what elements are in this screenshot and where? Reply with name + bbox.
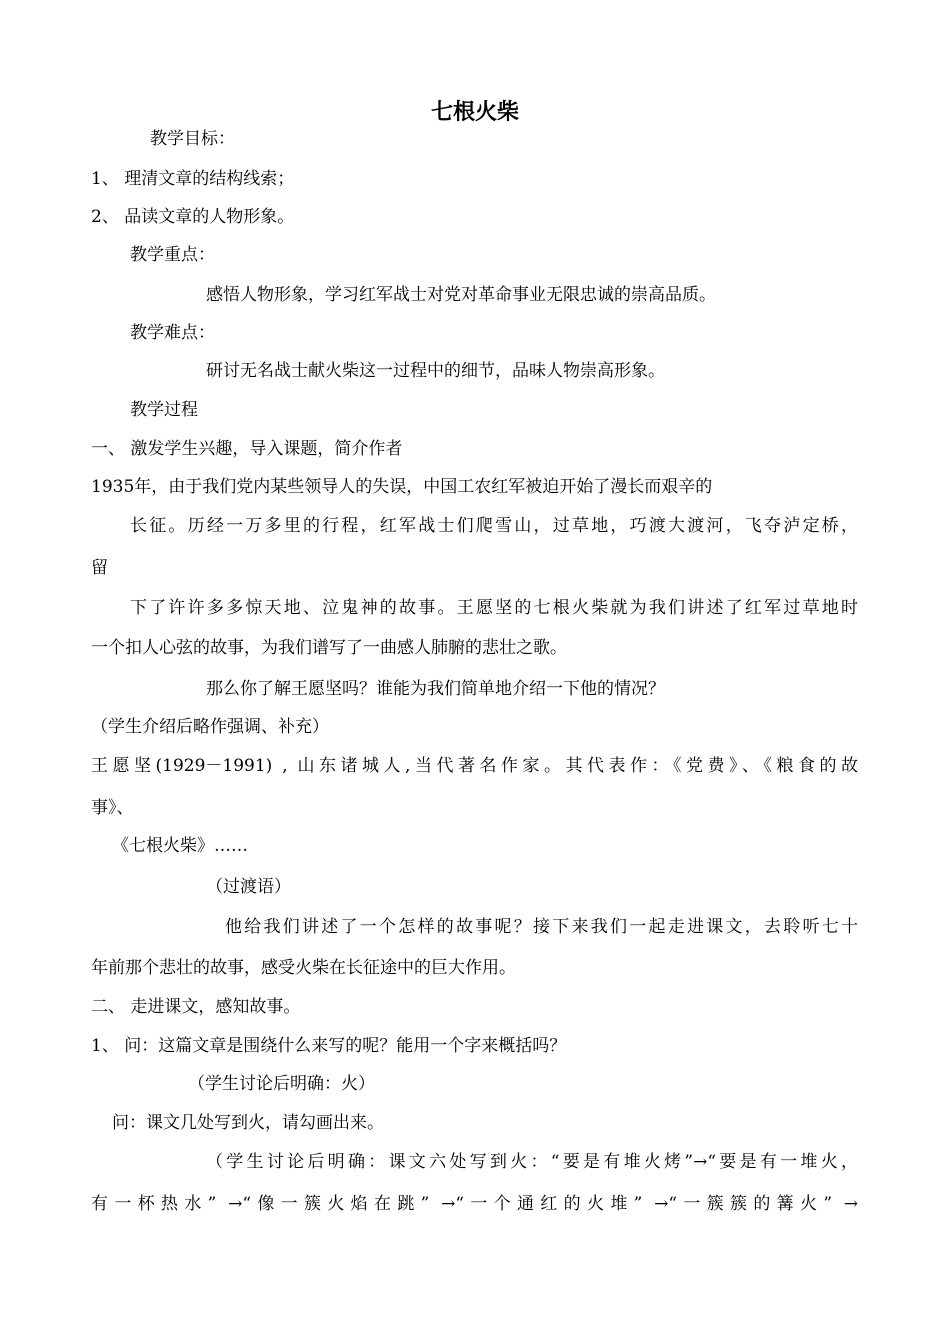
text-line: 年前那个悲壮的故事，感受火柴在长征途中的巨大作用。	[91, 958, 516, 978]
text-line: 有一杯热水” →“像一簇火焰在跳” →“一个通红的火堆” →“一簇簇的篝火” →	[91, 1194, 858, 1214]
text-line: （学生讨论后明确：火）	[188, 1074, 375, 1094]
text-line: 事》、	[91, 798, 134, 818]
text-line: 感悟人物形象，学习红军战士对党对革命事业无限忠诚的崇高品质。	[206, 285, 716, 305]
text-line: 1、 问：这篇文章是围绕什么来写的呢？能用一个字来概括吗？	[91, 1036, 567, 1056]
text-line: 教学目标：	[150, 129, 235, 149]
text-line: 一个扣人心弦的故事，为我们谱写了一曲感人肺腑的悲壮之歌。	[91, 638, 567, 658]
text-line: （学生介绍后略作强调、补充）	[91, 717, 329, 737]
text-line: 1935年，由于我们党内某些领导人的失误，中国工农红军被迫开始了漫长而艰辛的	[91, 477, 713, 497]
text-line: 留	[91, 558, 108, 578]
text-line: 研讨无名战士献火柴这一过程中的细节，品味人物崇高形象。	[206, 361, 665, 381]
text-line: （学生讨论后明确：课文六处写到火：“要是有堆火烤”→“要是有一堆火，	[206, 1152, 858, 1172]
text-line: 教学难点：	[130, 323, 215, 343]
text-line: 下了许许多多惊天地、泣鬼神的故事。王愿坚的七根火柴就为我们讲述了红军过草地时	[130, 598, 858, 618]
text-line: 《七根火柴》……	[112, 836, 248, 856]
text-line: 教学过程	[130, 400, 198, 420]
text-line: 一、 激发学生兴趣，导入课题，简介作者	[91, 439, 403, 459]
text-line: 教学重点：	[130, 245, 215, 265]
text-line: 长征。历经一万多里的行程，红军战士们爬雪山，过草地，巧渡大渡河，飞夺泸定桥，	[130, 516, 858, 536]
text-line: 2、 品读文章的人物形象。	[91, 207, 295, 227]
text-line: 王愿坚(1929－1991) , 山东诸城人,当代著名作家。其代表作：《党费》、《粮食的故	[91, 756, 858, 776]
text-line: （过渡语）	[206, 877, 291, 897]
text-line: 二、 走进课文，感知故事。	[91, 997, 301, 1017]
text-line: 问：课文几处写到火，请勾画出来。	[112, 1113, 384, 1133]
text-line: 他给我们讲述了一个怎样的故事呢？接下来我们一起走进课文，去聆听七十	[225, 917, 858, 937]
document-title: 七根火柴	[430, 100, 519, 125]
text-line: 1、 理清文章的结构线索；	[91, 169, 295, 189]
text-line: 那么你了解王愿坚吗？谁能为我们简单地介绍一下他的情况？	[206, 679, 665, 699]
